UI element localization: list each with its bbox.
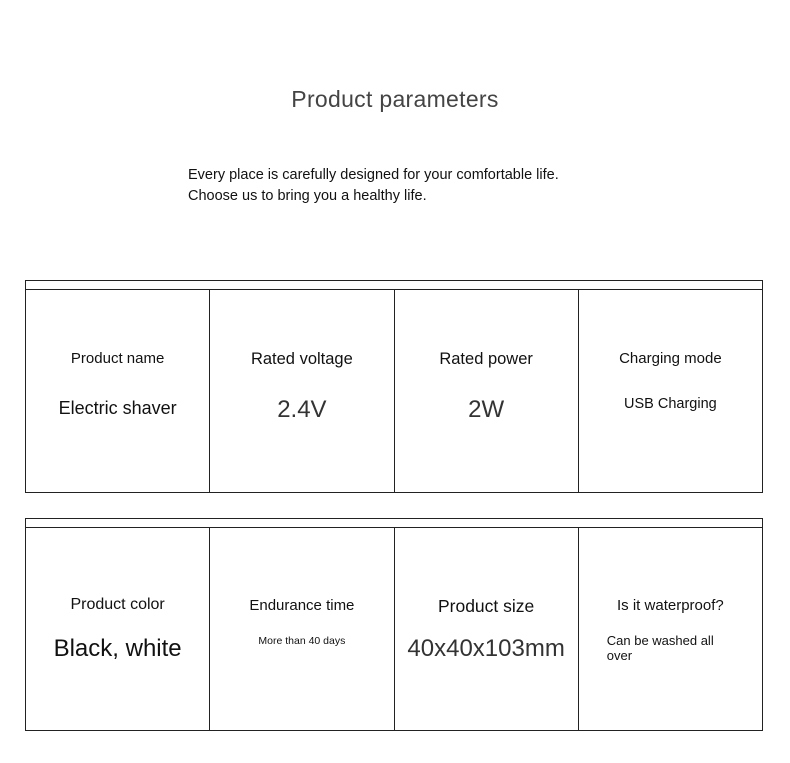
- subtitle-line: Choose us to bring you a healthy life.: [188, 188, 427, 204]
- cell-waterproof: [579, 528, 762, 730]
- cell-product-color: [26, 528, 210, 730]
- cell-label: Product color: [70, 596, 165, 613]
- cell-value: Black, white: [53, 635, 182, 662]
- cell-charging-mode: [579, 290, 762, 492]
- subtitle-line: Every place is carefully designed for your comfortable life.: [188, 167, 559, 183]
- cell-value: Electric shaver: [58, 398, 177, 418]
- cell-value: USB Charging: [624, 396, 717, 412]
- cell-product-name: [26, 290, 210, 492]
- cell-rated-voltage: [210, 290, 394, 492]
- table-header-band: [26, 519, 762, 528]
- cell-label: Product size: [437, 596, 535, 616]
- cell-rated-power: [395, 290, 579, 492]
- parameters-table-2: [25, 518, 763, 731]
- cell-endurance-time: [210, 528, 394, 730]
- parameters-table-1: [25, 280, 763, 493]
- page-title: Product parameters: [291, 86, 499, 112]
- cell-value: 40x40x103mm: [407, 635, 565, 662]
- cell-value: 2.4V: [277, 396, 327, 423]
- cell-value: 2W: [468, 396, 505, 423]
- cell-label: Product name: [70, 350, 165, 367]
- cell-label: Charging mode: [619, 350, 722, 367]
- cell-label: Is it waterproof?: [617, 597, 724, 614]
- subtitle: [188, 165, 559, 207]
- cell-value: Can be washed all over: [606, 633, 714, 663]
- cell-product-size: [395, 528, 579, 730]
- cell-label: Rated voltage: [250, 350, 353, 368]
- cell-label: Rated power: [439, 350, 533, 368]
- cell-label: Endurance time: [249, 597, 355, 614]
- cell-value: More than 40 days: [258, 635, 346, 647]
- table-header-band: [26, 281, 762, 290]
